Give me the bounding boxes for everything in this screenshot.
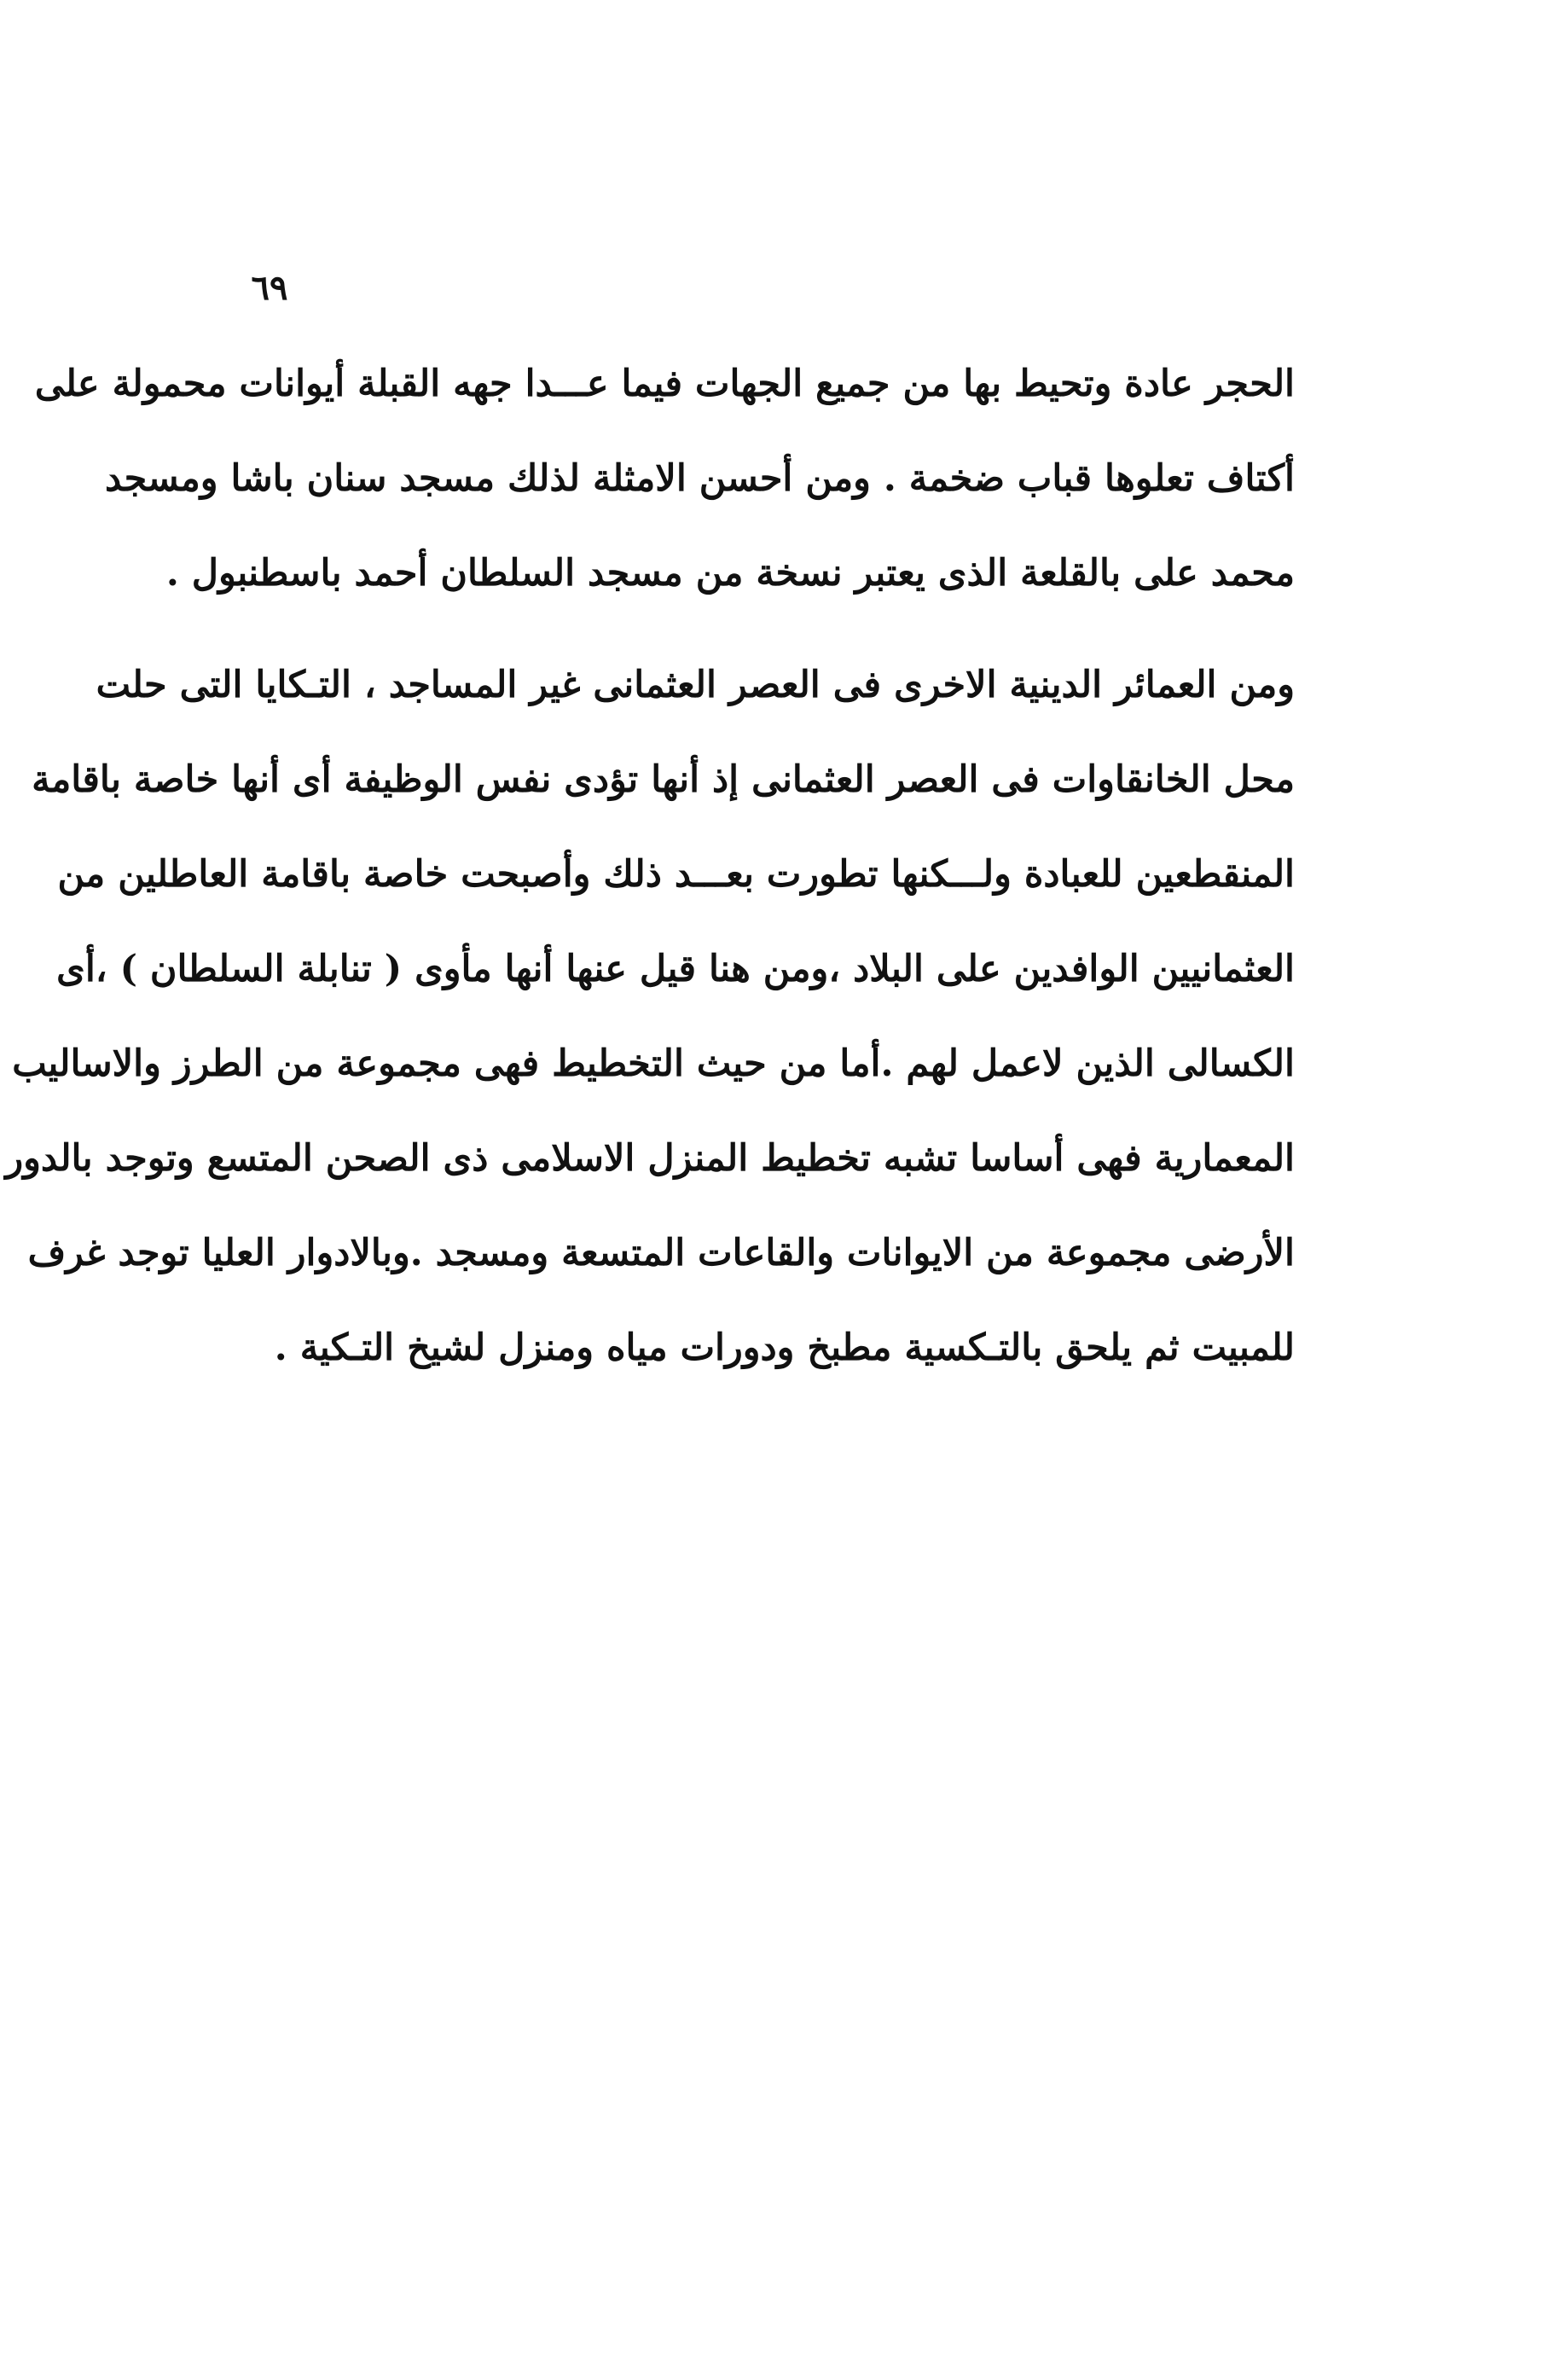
paragraph-line: محمد على بالقلعة الذى يعتبر نسخة من مسجد السلطان أحمد باسطنبول . xyxy=(165,552,1295,595)
paragraph-2 xyxy=(5,638,1295,1396)
page-number: ٦٩ xyxy=(251,268,288,308)
paragraph-line: أكتاف تعلوها قباب ضخمة . ومن أحسن الامثلة لذلك مسجد سنان باشا ومسجد xyxy=(105,457,1295,500)
paragraph-line: المعمارية فهى أساسا تشبه تخطيط المنزل الاسلامى ذى الصحن المتسع وتوجد بالدور xyxy=(5,1137,1295,1180)
paragraph-line: ومن العمائر الدينية الاخرى فى العصر العثمانى غير المساجد ، التـكايا التى حلت xyxy=(96,664,1295,706)
paragraph-line: المنقطعين للعبادة ولـــكنها تطورت بعـــد ذلك وأصبحت خاصة باقامة العاطلين من xyxy=(57,853,1295,896)
paragraph-line: للمبيت ثم يلحق بالتـكسية مطبخ ودورات مياه ومنزل لشيخ التـكية . xyxy=(274,1326,1295,1369)
paragraph-line: الكسالى الذين لاعمل لهم .أما من حيث التخطيط فهى مجموعة من الطرز والاساليب xyxy=(12,1042,1295,1085)
paragraph-line: العثمانيين الوافدين على البلاد ،ومن هنا قيل عنها أنها مأوى ( تنابلة السلطان ) ،أى xyxy=(56,948,1295,990)
paragraph-line: الأرضى مجموعة من الايوانات والقاعات المتسعة ومسجد .وبالادوار العليا توجد غرف xyxy=(27,1232,1295,1274)
paragraph-1 xyxy=(34,337,1295,621)
paragraph-line: الحجر عادة وتحيط بها من جميع الجهات فيما عـــدا جهه القبلة أيوانات محمولة على xyxy=(34,363,1295,405)
paragraph-line: محل الخانقاوات فى العصر العثمانى إذ أنها تؤدى نفس الوظيفة أى أنها خاصة باقامة xyxy=(32,758,1295,801)
